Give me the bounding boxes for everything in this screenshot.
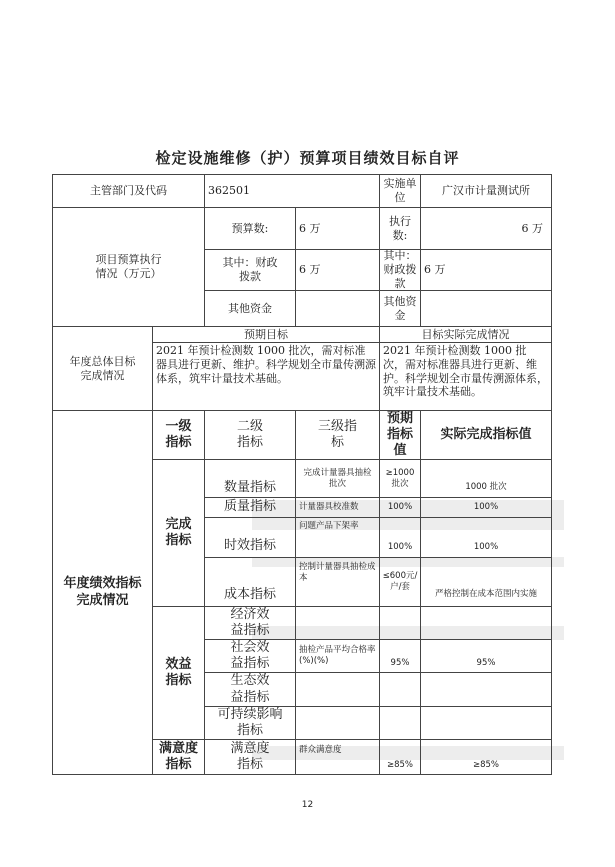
row-expected: ≥85%	[386, 760, 413, 771]
row-l2: 社会效益指标	[230, 640, 270, 671]
other-funds-label: 其他资金	[228, 301, 272, 315]
budget-amount-label: 预算数:	[231, 221, 269, 235]
perf-label: 年度绩效指标完成情况	[63, 576, 142, 608]
exec-amount-label: 执行数:	[389, 214, 411, 242]
row-l2: 数量指标	[223, 479, 276, 495]
row-l3: 群众满意度	[299, 744, 342, 755]
impl-label: 实施单位	[383, 177, 417, 204]
row-actual: 100%	[473, 542, 499, 553]
performance-table	[52, 174, 552, 775]
exec-amount-value: 6 万	[521, 221, 543, 235]
col-expected: 预期指标值	[386, 411, 413, 459]
annual-label: 年度总体目标完成情况	[69, 354, 136, 382]
row-actual: 95%	[476, 658, 496, 669]
col-level3: 三级指标	[318, 418, 358, 450]
col-actual: 实际完成指标值	[440, 426, 532, 442]
actual-header: 目标实际完成情况	[421, 327, 510, 341]
row-l2: 满意度指标	[230, 740, 270, 772]
row-expected: 100%	[387, 502, 413, 513]
fiscal-value-2: 6 万	[424, 263, 446, 277]
budget-amount-value: 6 万	[299, 221, 321, 235]
group-satisfaction: 满意度指标	[158, 740, 198, 772]
row-actual: 100%	[473, 502, 499, 513]
col-level1: 一级指标	[165, 418, 192, 450]
expected-text: 2021 年预计检测数 1000 批次，需对标准器具进行更新、维护。科学规划全市量传溯源体系，筑牢计量技术基础。	[156, 344, 376, 385]
row-expected: ≥1000批次	[385, 467, 415, 489]
row-l3: 控制计量器具抽检成本	[299, 562, 376, 583]
row-l3: 计量器具校准数	[299, 502, 359, 513]
col-level2: 二级指标	[236, 418, 263, 450]
row-expected: ≤600元/户/套	[382, 571, 418, 592]
budget-label: 项目预算执行情况（万元）	[95, 253, 162, 280]
expected-header: 预期目标	[244, 327, 288, 341]
fiscal-label-2: 其中：财政拨款	[383, 250, 417, 290]
fiscal-value: 6 万	[299, 263, 321, 277]
row-l3: 抽检产品平均合格率(%)(%)	[299, 645, 376, 666]
row-l2: 经济效益指标	[230, 607, 270, 638]
row-expected: 95%	[390, 658, 410, 669]
group-complete: 完成指标	[165, 516, 192, 548]
row-l2: 时效指标	[223, 537, 276, 553]
row-l2: 生态效益指标	[230, 673, 270, 705]
dept-label: 主管部门及代码	[90, 184, 167, 198]
row-l2: 可持续影响指标	[217, 707, 283, 738]
fiscal-label: 其中：财政拨款	[222, 256, 278, 283]
other-funds-label-2: 其他资金	[383, 294, 417, 322]
impl-value: 广汉市计量测试所	[442, 184, 530, 198]
row-l2: 成本指标	[223, 586, 276, 602]
dept-code: 362501	[208, 184, 250, 198]
row-expected: 100%	[387, 542, 413, 553]
row-actual: ≥85%	[472, 760, 499, 771]
row-actual: 严格控制在成本范围内实施	[434, 589, 537, 600]
row-l2: 质量指标	[223, 499, 276, 515]
row-l3: 完成计量器具抽检批次	[303, 467, 372, 489]
page-number: 12	[301, 800, 314, 810]
row-l3: 问题产品下架率	[299, 521, 359, 531]
actual-text: 2021 年预计检测数 1000 批次，需对标准器具进行更新、维护。科学规划全市量传溯源体系，筑牢计量技术基础。	[383, 344, 548, 399]
page-title: 检定设施维修（护）预算项目绩效目标自评	[155, 149, 460, 167]
group-benefit: 效益指标	[165, 656, 192, 688]
row-actual: 1000 批次	[465, 482, 507, 493]
